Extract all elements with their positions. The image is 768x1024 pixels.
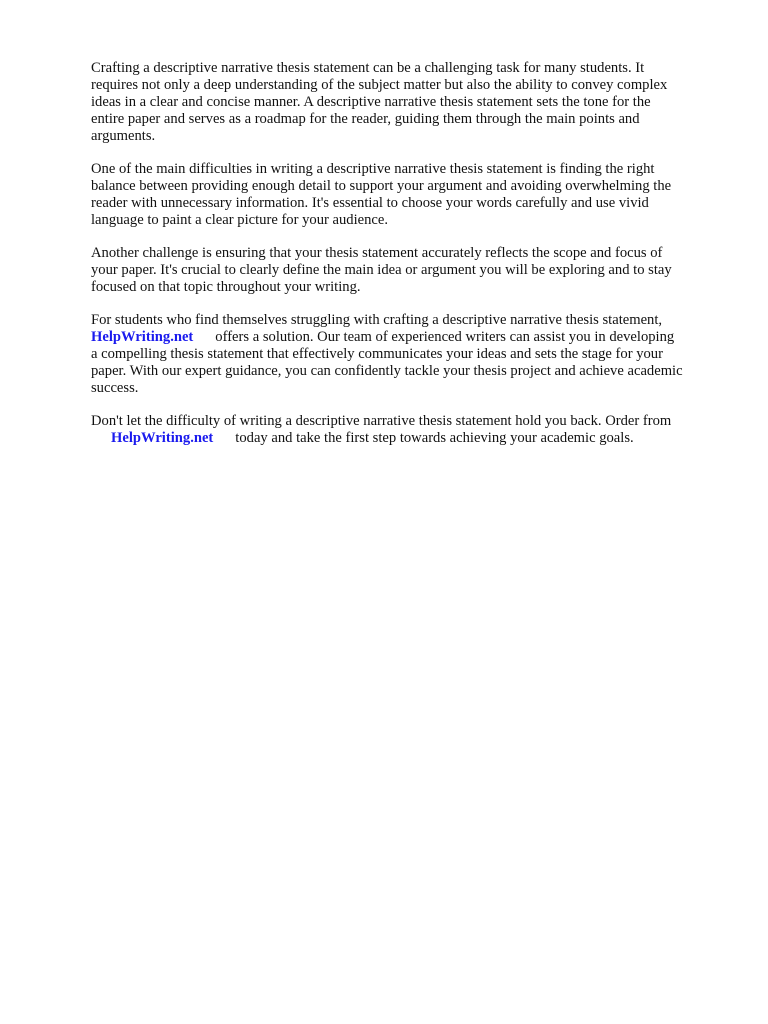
text-line: Don't let the difficulty of writing a descriptive narrative thesis statement hold you back. Order from — [91, 413, 672, 429]
paragraph-intro — [91, 60, 731, 145]
text-line: entire paper and serves as a roadmap for the reader, guiding them through the main points and — [91, 111, 640, 127]
text-line: language to paint a clear picture for your audience. — [91, 212, 389, 228]
text-line: your paper. It's crucial to clearly define the main idea or argument you will be exploring and to stay — [91, 262, 672, 278]
text-fragment: offers a solution. Our team of experienced writers can assist you in developing — [215, 329, 675, 345]
text-line: balance between providing enough detail to support your argument and avoiding overwhelming the — [91, 178, 672, 194]
helpwriting-link[interactable]: HelpWriting.net — [91, 329, 194, 345]
text-line: For students who find themselves struggling with crafting a descriptive narrative thesis statement, — [91, 312, 663, 328]
text-line: success. — [91, 380, 139, 396]
text-line: One of the main difficulties in writing a descriptive narrative thesis statement is finding the right — [91, 161, 655, 177]
text-line: Another challenge is ensuring that your thesis statement accurately reflects the scope and focus of — [91, 245, 663, 261]
text-line-with-link — [91, 329, 731, 346]
paragraph-call-to-action — [91, 413, 731, 447]
text-line: Crafting a descriptive narrative thesis statement can be a challenging task for many students. It — [91, 60, 645, 76]
text-line: requires not only a deep understanding of the subject matter but also the ability to convey complex — [91, 77, 668, 93]
paragraph-solution — [91, 312, 731, 397]
text-line: paper. With our expert guidance, you can confidently tackle your thesis project and achieve academic — [91, 363, 683, 379]
paragraph-difficulties — [91, 161, 731, 229]
paragraph-challenge — [91, 245, 731, 296]
text-line: ideas in a clear and concise manner. A descriptive narrative thesis statement sets the tone for the — [91, 94, 651, 110]
document-body — [91, 60, 731, 463]
text-line: arguments. — [91, 128, 156, 144]
helpwriting-link[interactable]: HelpWriting.net — [111, 430, 214, 446]
text-line: a compelling thesis statement that effectively communicates your ideas and sets the stage for your — [91, 346, 663, 362]
text-line: reader with unnecessary information. It's essential to choose your words carefully and use vivid — [91, 195, 649, 211]
text-line-with-link — [91, 430, 731, 447]
text-fragment: today and take the first step towards achieving your academic goals. — [235, 430, 634, 446]
text-line: focused on that topic throughout your writing. — [91, 279, 361, 295]
